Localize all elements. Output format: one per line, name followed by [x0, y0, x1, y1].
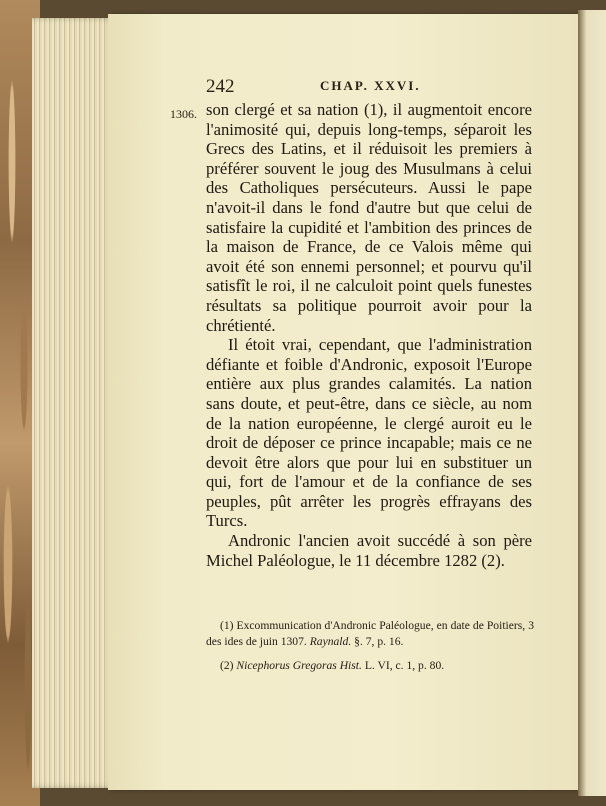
footnote-2-marker: (2)	[220, 659, 237, 672]
page-number: 242	[206, 76, 235, 97]
footnote-1-source: Raynald.	[309, 635, 352, 648]
paragraph-3: Andronic l'ancien avoit succédé à son père Michel Paléologue, le 11 décembre 1282 (2).	[206, 531, 532, 570]
page-edges	[32, 18, 116, 788]
footnotes	[206, 618, 534, 682]
footnote-1-ref: §. 7, p. 16.	[351, 635, 404, 648]
paragraph-2: Il étoit vrai, cependant, que l'administration défiante et foible d'Andronic, exposoit l'Europe entière aux plus grandes calamités. La nation sans doute, et peut-être, dans ce siècle, au nom de la nation européenne, le clergé auroit eu le droit de déposer ce prince incapable; mais ce ne devoit être alors que pour lui en substituer un qui, fort de l'amour et de la confiance de ses peuples, pût arrêter les progrès effrayans des Turcs.	[206, 335, 532, 531]
facing-page-edge	[578, 10, 606, 796]
footnote-2	[206, 658, 534, 674]
body-text	[206, 100, 532, 570]
footnote-1	[206, 618, 534, 650]
footnote-2-source: Nicephorus Gregoras Hist.	[236, 659, 362, 672]
margin-year: 1306.	[170, 107, 197, 121]
footnote-2-ref: L. VI, c. 1, p. 80.	[361, 659, 445, 672]
paragraph-1: son clergé et sa nation (1), il augmentoit encore l'animosité qui, depuis long-temps, séparoit les Grecs des Latins, et il réduisoit les premiers à préférer souvent le joug des Musulmans à celui des Catholiques persécuteurs. Aussi le pape n'avoit-il dans le fond d'autre but que celui de satisfaire la cupidité et l'ambition des princes de la maison de France, de ce Valois même qui avoit été son ennemi personnel; et pourvu qu'il satisfît le roi, il ne calculoit point quels funestes résultats sa politique pourroit avoir pour la chrétienté.	[206, 100, 532, 335]
running-head: CHAP. XXVI.	[320, 78, 421, 93]
footnote-1-text: (1) Excommunication d'Andronic Paléologue, en date de Poitiers, 3 des ides de juin 1307.	[206, 619, 534, 648]
page-header	[204, 76, 534, 100]
